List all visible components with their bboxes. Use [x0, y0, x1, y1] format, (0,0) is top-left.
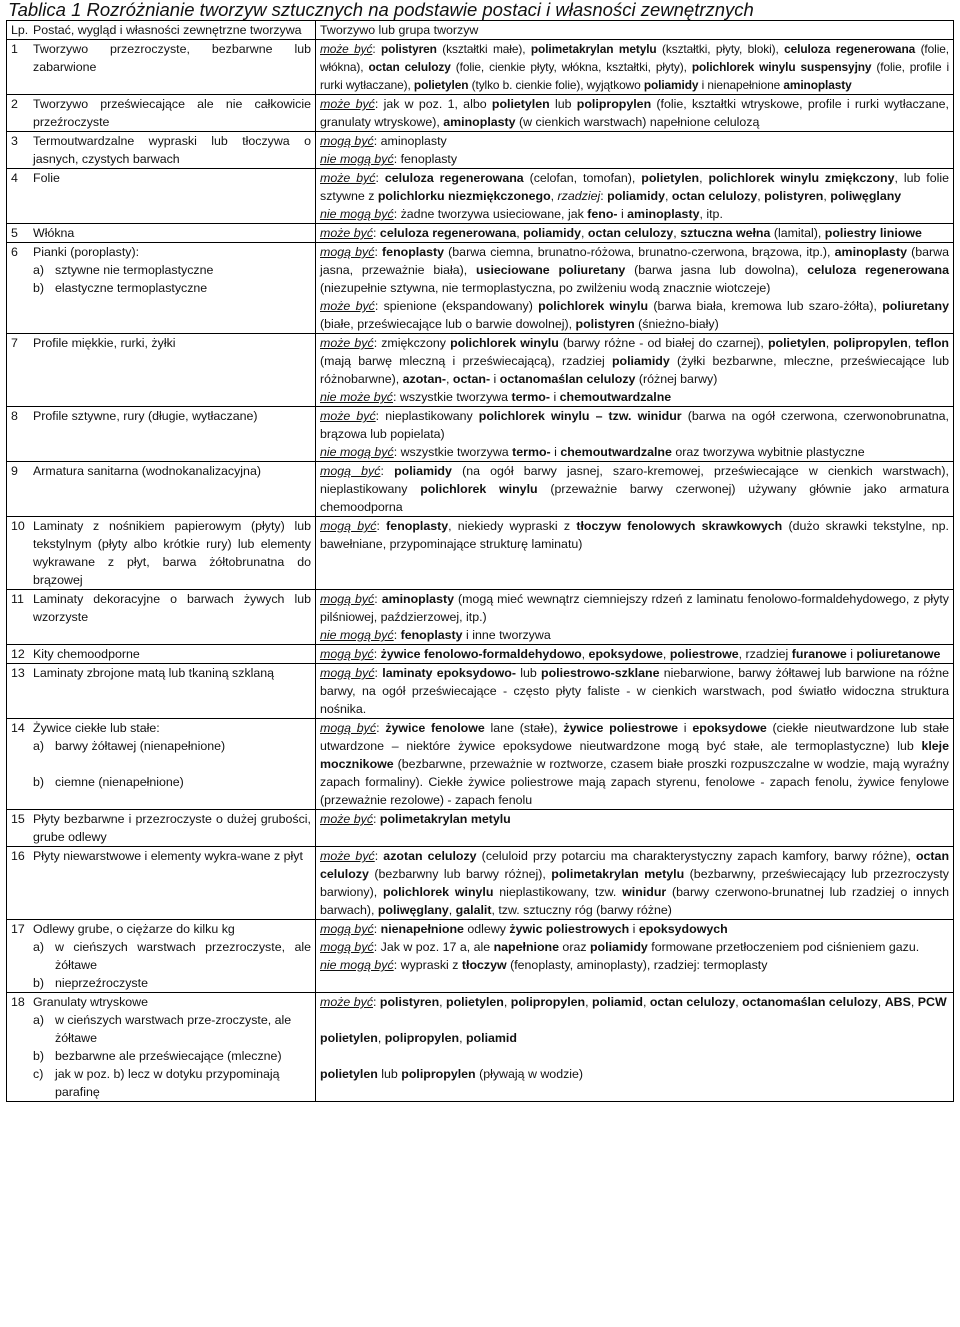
row-content: mogą być: aminoplasty	[320, 134, 447, 148]
emphasis-bold: polipropylen	[576, 97, 652, 111]
sub-label: w cieńszych warstwach przezroczyste, ale żółtawe	[55, 940, 311, 972]
row-number: 1	[11, 42, 18, 56]
emphasis-bold: polichlorek winylu	[538, 299, 649, 313]
qualifier-text: mogą być	[320, 592, 375, 606]
emphasis-bold: winidur	[622, 885, 667, 899]
qualifier-text: nie mogą być	[320, 628, 394, 642]
table-row	[7, 810, 954, 847]
table-row	[7, 169, 954, 224]
row-content: mogą być: fenoplasty, niekiedy wypraski z tłoczyw fenolowych skrawkowych (dużo skrawki tekstylne, np. bawełniane, przypominające strukturę laminatu)	[316, 517, 954, 590]
row-content: nie mogą być: wypraski z tłoczyw (fenoplasty, aminoplasty), rzadziej: termoplasty	[320, 958, 768, 972]
qualifier-text: mogą być	[320, 922, 374, 936]
emphasis-bold: feno-	[587, 207, 618, 221]
emphasis-bold: kleje mocznikowe	[320, 739, 949, 771]
emphasis-bold: polipropylen	[401, 1067, 476, 1081]
emphasis-bold: poliamidy	[589, 940, 648, 954]
row-label: Termoutwardzalne wypraski lub tłoczywa o jasnych, czystych barwach	[33, 134, 311, 166]
table-row	[7, 517, 954, 590]
sub-label: nieprzeźroczyste	[55, 976, 148, 990]
sub-key: b)	[33, 1049, 45, 1063]
sub-key: a)	[33, 1013, 45, 1027]
emphasis-bold: żywic poliestrowych	[509, 922, 630, 936]
qualifier-text: mogą być	[320, 519, 377, 533]
emphasis-bold: poliamid	[592, 995, 643, 1009]
row-number: 13	[11, 666, 25, 680]
row-content: może być: jak w poz. 1, albo polietylen lub polipropylen (folie, kształtki wtryskowe, profile i rurki wytłaczane, granulaty wtryskowe), aminoplasty (w cienkich warstwach) napełnione celulozą	[316, 95, 954, 132]
emphasis-bold: sztuczna wełna	[680, 226, 771, 240]
emphasis-bold: celuloza regenerowana	[384, 171, 524, 185]
emphasis-bold: aminoplasty	[443, 115, 516, 129]
table-row	[7, 40, 954, 95]
row-label: Profile miękkie, rurki, żyłki	[33, 336, 176, 350]
sub-label: bezbarwne ale przeświecające (mleczne)	[55, 1049, 282, 1063]
emphasis-bold: tłoczyw	[461, 958, 507, 972]
row-label: Płyty niewarstwowe i elementy wykra-wane z płyt	[33, 849, 303, 863]
emphasis-bold: żywice fenolowe	[385, 721, 485, 735]
row-content: polietylen lub polipropylen (pływają w wodzie)	[320, 1067, 584, 1081]
table-row	[7, 664, 954, 719]
sub-label: barwy żółtawej (nienapełnione)	[55, 739, 226, 753]
row-label: Tworzywo przezroczyste, bezbarwne lub zabarwione	[33, 42, 311, 74]
row-content: może być: polistyren (kształtki małe), polimetakrylan metylu (kształtki, płyty, bloki), celuloza regenerowana (folie, włókna), octan celulozy (folie, cienkie płyty, włókna, kształtki, płyty), polichlorek winylu suspensyjny (folie, profile i rurki wytłaczane), polietylen (tylko b. cienkie folie), wyjątkowo poliamidy i nienapełnione aminoplasty	[316, 40, 954, 95]
row-number: 16	[11, 849, 25, 863]
table-row	[7, 132, 954, 169]
emphasis-bold: chemoutwardzalne	[560, 445, 672, 459]
row-number: 17	[11, 922, 25, 936]
row-content: nie może być: wszystkie tworzywa termo- i chemoutwardzalne	[320, 390, 672, 404]
row-number: 14	[11, 721, 25, 735]
row-content: może być: polistyren, polietylen, polipropylen, poliamid, octan celulozy, octanomaślan celulozy, ABS, PCW	[320, 995, 947, 1009]
emphasis-bold: celuloza regenerowana	[379, 226, 517, 240]
emphasis-bold: polietylen	[641, 171, 700, 185]
emphasis-bold: ABS	[884, 995, 911, 1009]
table-row	[7, 993, 954, 1102]
row-content: nie mogą być: wszystkie tworzywa termo- i chemoutwardzalne oraz tworzywa wybitnie plastyczne	[320, 445, 865, 459]
emphasis-bold: polichlorek winylu	[382, 885, 494, 899]
emphasis-bold: poliuretany	[882, 299, 950, 313]
emphasis-bold: poliestrowo-szklane	[541, 666, 660, 680]
emphasis-bold: epoksydowe	[588, 647, 663, 661]
emphasis-bold: octanomaślan celulozy	[499, 372, 636, 386]
row-content: mogą być: aminoplasty (mogą mieć wewnątrz ciemniejszy rdzeń z laminatu fenolowo-formaldehydowego, z płyty pilśniowej, paździerzowej, itp.)	[320, 592, 949, 624]
emphasis-bold: polichlorek winylu – tzw. winidur	[478, 409, 682, 423]
emphasis-bold: polichlorek winylu suspensyjny	[691, 60, 872, 74]
qualifier-text: może być	[320, 995, 374, 1009]
qualifier-text: nie może być	[320, 390, 394, 404]
emphasis-bold: poliestry liniowe	[824, 226, 922, 240]
emphasis-italic: rzadziej	[557, 189, 601, 203]
sub-key: b)	[33, 281, 45, 295]
row-content: mogą być: nienapełnione odlewy żywic poliestrowych i epoksydowych	[320, 922, 728, 936]
emphasis-bold: nienapełnione	[380, 922, 464, 936]
header-col2: Tworzywo lub grupa tworzyw	[316, 21, 954, 40]
emphasis-bold: polimetakrylan metylu	[551, 867, 685, 881]
header-row	[7, 21, 954, 40]
row-content: może być: nieplastikowany polichlorek winylu – tzw. winidur (barwa na ogół czerwona, czerwonobrunatna, brązowa lub popielata)	[320, 409, 949, 441]
sub-label: elastyczne termoplastyczne	[55, 281, 208, 295]
row-content: mogą być: Jak w poz. 17 a, ale napełnione oraz poliamidy formowane przetłoczeniem pod ciśnieniem gazu.	[320, 940, 920, 954]
sub-key: b)	[33, 976, 45, 990]
row-content: może być: polimetakrylan metylu	[316, 810, 954, 847]
table-row	[7, 95, 954, 132]
emphasis-bold: usieciowane poliuretany	[476, 263, 626, 277]
table-row	[7, 224, 954, 243]
emphasis-bold: poliamidy	[611, 354, 670, 368]
emphasis-bold: napełnione	[493, 940, 559, 954]
row-content: polietylen, polipropylen, poliamid	[320, 1031, 517, 1045]
qualifier-text: mogą być	[320, 464, 381, 478]
emphasis-bold: polietylen	[491, 97, 550, 111]
qualifier-text: nie mogą być	[320, 207, 394, 221]
row-content: mogą być: poliamidy (na ogół barwy jasnej, szaro-kremowej, przeświecające w cienkich warstwach), nieplastikowany polichlorek winylu (przeważnie barwy czerwonej) używany głównie jako armatura chemoodporna	[316, 462, 954, 517]
emphasis-bold: celuloza regenerowana	[784, 42, 916, 56]
row-label: Tworzywo przeświecające ale nie całkowicie przeźroczyste	[33, 97, 311, 129]
row-content: mogą być: żywice fenolowo-formaldehydowo, epoksydowe, poliestrowe, rzadziej furanowe i poliuretanowe	[316, 645, 954, 664]
qualifier-text: może być	[320, 299, 375, 313]
row-content: mogą być: laminaty epoksydowo- lub poliestrowo-szklane niebarwione, barwy żółtawej lub barwione na różne barwy, na ogół przeświecające - często płyty faliste - w cienkich warstwach, pod światło widoczna struktura nośnika.	[316, 664, 954, 719]
row-label: Żywice ciekłe lub stałe:	[33, 721, 160, 735]
table-row	[7, 334, 954, 407]
row-number: 11	[11, 592, 24, 606]
emphasis-bold: laminaty epoksydowo-	[382, 666, 516, 680]
row-label: Folie	[33, 171, 60, 185]
emphasis-bold: polichlorek winylu	[420, 482, 538, 496]
qualifier-text: mogą być	[320, 647, 374, 661]
row-label: Laminaty z nośnikiem papierowym (płyty) lub tekstylnym (płyty albo krótkie rury) lub elementy wykrawane z płyt, barwa żółtobrunatna do brązowej	[33, 519, 311, 587]
emphasis-bold: polipropylen	[384, 1031, 460, 1045]
row-content: nie mogą być: żadne tworzywa usieciowane, jak feno- i aminoplasty, itp.	[320, 207, 723, 221]
emphasis-bold: fenoplasty	[382, 245, 445, 259]
row-label: Odlewy grube, o ciężarze do kilku kg	[33, 922, 235, 936]
emphasis-bold: polistyren	[764, 189, 824, 203]
row-number: 12	[11, 647, 25, 661]
row-content: może być: azotan celulozy (celuloid przy potarciu ma charakterystyczny zapach kamfory, barwy różne), octan celulozy (bezbarwny lub barwy różnej), polimetakrylan metylu (bezbarwny, przeświecający lub przezroczysty barwiony), polichlorek winylu nieplastikowany, tzw. winidur (barwy czerwono-brunatnej lub rzadziej o innych barwach), poliwęglany, galalit, tzw. sztuczny róg (barwy różne)	[316, 847, 954, 920]
emphasis-bold: octanomaślan celulozy	[742, 995, 878, 1009]
qualifier-text: nie mogą być	[320, 445, 394, 459]
row-content: może być: celuloza regenerowana (celofan, tomofan), polietylen, polichlorek winylu zmiękczony, lub folie sztywne z polichlorku niezmiękczonego, rzadziej: poliamidy, octan celulozy, polistyren, poliwęglany	[320, 171, 950, 203]
emphasis-bold: polietylen	[413, 78, 469, 92]
qualifier-text: może być	[320, 336, 374, 350]
row-content: może być: celuloza regenerowana, poliamidy, octan celulozy, sztuczna wełna (lamital), poliestry liniowe	[316, 224, 954, 243]
table-row	[7, 847, 954, 920]
row-label: Kity chemoodporne	[33, 647, 140, 661]
table-row	[7, 407, 954, 462]
emphasis-bold: poliestrowe	[669, 647, 739, 661]
qualifier-text: mogą być	[320, 940, 374, 954]
emphasis-bold: poliwęglany	[830, 189, 902, 203]
emphasis-bold: teflon	[915, 336, 949, 350]
qualifier-text: może być	[320, 226, 374, 240]
emphasis-bold: żywice fenolowo-formaldehydowo	[380, 647, 582, 661]
emphasis-bold: fenoplasty	[386, 519, 449, 533]
table-row	[7, 920, 954, 993]
emphasis-bold: aminoplasty	[381, 592, 454, 606]
emphasis-bold: poliamidy	[523, 226, 582, 240]
qualifier-text: może być	[320, 409, 376, 423]
emphasis-bold: termo-	[511, 390, 550, 404]
row-label: Granulaty wtryskowe	[33, 995, 148, 1009]
emphasis-bold: octan celulozy	[320, 849, 950, 881]
qualifier-text: może być	[320, 171, 376, 185]
emphasis-bold: polipropylen	[833, 336, 908, 350]
qualifier-text: może być	[320, 812, 374, 826]
emphasis-bold: poliamid	[465, 1031, 517, 1045]
emphasis-bold: poliamidy	[394, 464, 452, 478]
emphasis-bold: octan celulozy	[587, 226, 674, 240]
emphasis-bold: octan celulozy	[649, 995, 736, 1009]
row-number: 10	[11, 519, 25, 533]
row-content: mogą być: żywice fenolowe lane (stałe), żywice poliestrowe i epoksydowe (ciekłe nieutwardzone lub stałe utwardzone – niektóre żywice epoksydowe nieutwardzone mogą być stałe, ale termoplastyczne) lub kleje mocznikowe (bezbarwne, przeważnie w roztworze, czasem białe proszki rozpuszczalne w wodzie, mają wyraźny zapach formaliny). Ciekłe żywice poliestrowe mają zapach styrenu, fenolowe - zapach fenolu, żywice fenylowe (przeważnie rezolowe) - zapach fenolu	[316, 719, 954, 810]
row-content: nie mogą być: fenoplasty	[320, 152, 458, 166]
emphasis-bold: polistyren	[379, 995, 440, 1009]
table-row	[7, 590, 954, 645]
emphasis-bold: octan-	[452, 372, 491, 386]
plastics-table	[6, 20, 954, 1102]
emphasis-bold: galalit	[455, 903, 492, 917]
table-row	[7, 462, 954, 517]
emphasis-bold: polietylen	[320, 1067, 378, 1081]
emphasis-bold: octan celulozy	[671, 189, 758, 203]
sub-key: c)	[33, 1067, 44, 1081]
emphasis-bold: fenoplasty	[400, 628, 463, 642]
row-number: 6	[11, 245, 18, 259]
row-label: Profile sztywne, rury (długie, wytłaczane)	[33, 409, 258, 423]
sub-label: w cieńszych warstwach prze-zroczyste, ale żółtawe	[55, 1013, 292, 1045]
table-row	[7, 645, 954, 664]
qualifier-text: może być	[320, 42, 373, 56]
emphasis-bold: polichlorek winylu	[450, 336, 559, 350]
qualifier-text: może być	[320, 97, 375, 111]
emphasis-bold: poliamidy	[607, 189, 665, 203]
emphasis-bold: chemoutwardzalne	[559, 390, 672, 404]
emphasis-bold: PCW	[917, 995, 947, 1009]
row-label: Pianki (poroplasty):	[33, 245, 140, 259]
emphasis-bold: termo-	[512, 445, 551, 459]
row-number: 3	[11, 134, 18, 148]
emphasis-bold: azotan celulozy	[383, 849, 477, 863]
row-number: 15	[11, 812, 25, 826]
row-number: 9	[11, 464, 18, 478]
emphasis-bold: aminoplasty	[783, 78, 852, 92]
emphasis-bold: polichlorek winylu zmiękczony	[708, 171, 895, 185]
emphasis-bold: polietylen	[320, 1031, 378, 1045]
emphasis-bold: polipropylen	[510, 995, 586, 1009]
emphasis-bold: tłoczyw fenolowych skrawkowych	[576, 519, 783, 533]
emphasis-bold: celuloza regenerowana	[807, 263, 949, 277]
row-label: Laminaty zbrojone matą lub tkaniną szklaną	[33, 666, 275, 680]
emphasis-bold: polistyren	[381, 42, 437, 56]
qualifier-text: mogą być	[320, 245, 375, 259]
emphasis-bold: polistyren	[575, 317, 635, 331]
row-number: 8	[11, 409, 18, 423]
qualifier-text: mogą być	[320, 134, 374, 148]
emphasis-bold: epoksydowych	[638, 922, 728, 936]
sub-label: ciemne (nienapełnione)	[55, 775, 184, 789]
sub-key: a)	[33, 739, 45, 753]
emphasis-bold: żywice poliestrowe	[563, 721, 679, 735]
emphasis-bold: poliwęglany	[377, 903, 449, 917]
emphasis-bold: polimetakrylan metylu	[379, 812, 511, 826]
header-lp: Lp.	[11, 23, 29, 37]
row-content: mogą być: fenoplasty (barwa ciemna, brunatno-różowa, brunatno-czerwona, brązowa, itp.), aminoplasty (barwa jasna, przeważnie biała), usieciowane poliuretany (barwa jasna lub dowolna), celuloza regenerowana (niezupełnie sztywna, nie termoplastyczna, po zwilżeniu wodą znacznie wiotczeje)	[320, 245, 949, 295]
row-content: może być: spienione (ekspandowany) polichlorek winylu (barwa biała, kremowa lub szaro-żółta), poliuretany (białe, przeświecające lub o barwie dowolnej), polistyren (śnieżno-biały)	[320, 299, 950, 331]
table-title: Tablica 1 Rozróżnianie tworzyw sztucznych na podstawie postaci i własności zewnętrznych	[8, 0, 754, 20]
row-number: 2	[11, 97, 18, 111]
emphasis-bold: polietylen	[446, 995, 504, 1009]
row-label: Płyty bezbarwne i przezroczyste o dużej grubości, grube odlewy	[33, 812, 311, 844]
emphasis-bold: azotan-	[402, 372, 447, 386]
emphasis-bold: polichlorku niezmiękczonego	[377, 189, 551, 203]
emphasis-bold: poliuretanowe	[856, 647, 941, 661]
qualifier-text: nie mogą być	[320, 152, 394, 166]
row-label: Włókna	[33, 226, 75, 240]
emphasis-bold: furanowe	[791, 647, 847, 661]
qualifier-text: mogą być	[320, 666, 375, 680]
emphasis-bold: octan celulozy	[368, 60, 451, 74]
row-content: może być: zmiękczony polichlorek winylu (barwy różne - od białej do czarnej), polietylen, polipropylen, teflon (mają barwę mleczną i przeświecającą), rzadziej poliamidy (żyłki bezbarwne, mleczne, przeświecające lub różnobarwne), azotan-, octan- i octanomaślan celulozy (różnej barwy)	[320, 336, 949, 386]
emphasis-bold: aminoplasty	[627, 207, 700, 221]
row-label: Laminaty dekoracyjne o barwach żywych lub wzorzyste	[33, 592, 311, 624]
row-number: 4	[11, 171, 18, 185]
row-number: 7	[11, 336, 18, 350]
emphasis-bold: aminoplasty	[834, 245, 907, 259]
emphasis-bold: poliamidy	[643, 78, 699, 92]
row-number: 18	[11, 995, 25, 1009]
row-label: Armatura sanitarna (wodnokanalizacyjna)	[33, 464, 261, 478]
emphasis-bold: epoksydowe	[692, 721, 767, 735]
qualifier-text: może być	[320, 849, 375, 863]
qualifier-text: nie mogą być	[320, 958, 394, 972]
sub-key: a)	[33, 940, 45, 954]
table-row	[7, 719, 954, 810]
sub-label: jak w poz. b) lecz w dotyku przypominają parafinę	[55, 1067, 280, 1099]
header-col1: Postać, wygląd i własności zewnętrzne tworzywa	[33, 23, 302, 37]
qualifier-text: mogą być	[320, 721, 377, 735]
row-content: nie mogą być: fenoplasty i inne tworzywa	[320, 628, 551, 642]
row-number: 5	[11, 226, 18, 240]
emphasis-bold: polietylen	[767, 336, 826, 350]
sub-key: a)	[33, 263, 45, 277]
sub-label: sztywne nie termoplastyczne	[55, 263, 214, 277]
sub-key: b)	[33, 775, 45, 789]
table-row	[7, 243, 954, 334]
emphasis-bold: polimetakrylan metylu	[530, 42, 657, 56]
